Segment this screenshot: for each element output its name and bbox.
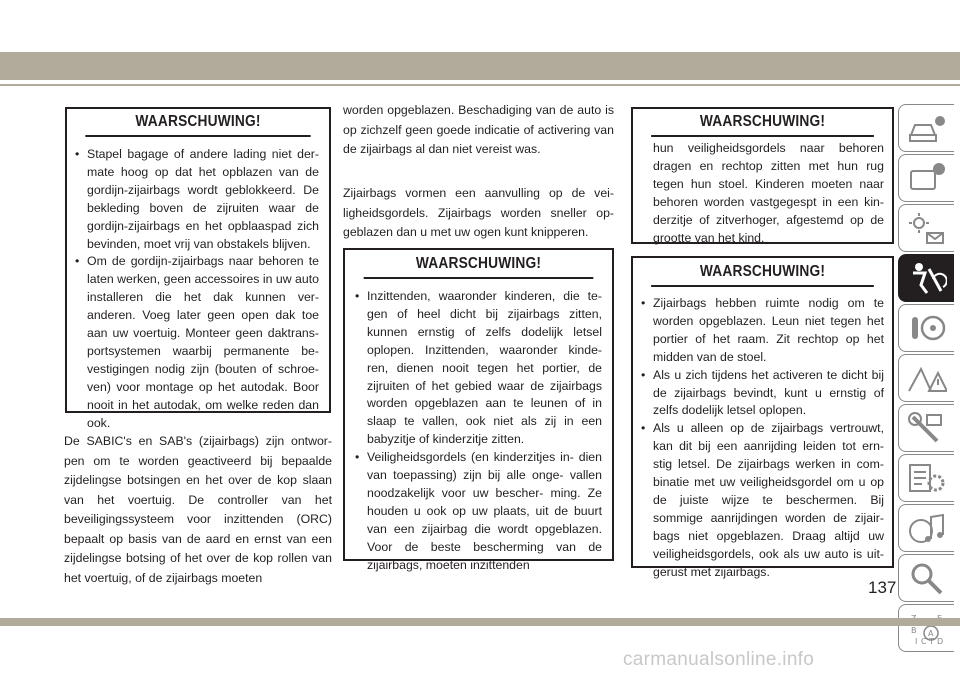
warning-box-4 [631,256,894,579]
warning-heading: WAARSCHUWING! [85,109,310,137]
warning-heading: WAARSCHUWING! [364,250,594,279]
warning-item: • Stapel bagage of andere lading niet der- mate hoog op dat het opblazen van de gordijn-zijairbags wordt geblokkeerd. De bekleding boven de zijruiten waar de gordijn-zijairbags en het opblaaspad zich bevinden, moet vrij van obstakels blijven. [75,146,319,253]
road-warning-icon [907,361,947,397]
warning-item: • Om de gordijn-zijairbags naar behoren te laten werken, geen accessoires in uw auto installeren die het dak kunnen ver- anderen. Voeg later geen open dak toe aan uw voertuig. Monteer geen daktrans- portsystemen waarbij permanente be- vestigingen nodig zijn (bouten of schroe- ven) voor montage op het autodak. Boor nooit in het autodak, om welke reden dan ook. [75,253,319,432]
warning-heading: WAARSCHUWING! [651,109,874,137]
warning-item: • Inzittenden, waaronder kinderen, die te- gen of heel dicht bij zijairbags zitten, kunnen ernstig of zelfs dodelijk letsel oplopen. Inzittenden, waaronder kinde- ren, dienen nooit tegen het portier, de zijruiten of het gebied waar de zijairbags worden opgeblazen aan te leunen of in slaap te vallen, ook niet als zij in een babyzitje of kinderzitje zitten. [355,288,602,449]
footer-band [0,618,960,626]
car-dashboard-icon [907,161,947,197]
warning-item: • Veiligheidsgordels (en kinderzitjes in- dien van toepassing) zijn bij alle onge- vallen noodzakelijk voor uw bescher- ming. Ze houden u ook op uw plaats, uit de buurt van een zijairbag die wordt opgeblazen. Voor de beste bescherming van de zijairbags, moeten inzittenden [355,449,602,574]
search-magnifier-icon [907,561,947,597]
tab-specifications[interactable] [898,454,954,502]
maintenance-wrench-icon [907,411,947,447]
body-paragraph: Zijairbags vormen een aanvulling op de vei- ligheidsgordels. Zijairbags worden sneller op- geblazen dan u met uw ogen kunt knipperen. [343,186,614,239]
body-paragraph: De SABIC's en SAB's (zijairbags) zijn ontwor- pen om te worden geactiveerd bij bepaalde zijdelingse botsingen en het over de kop slaan van het voertuig. De controller van het beveiligingssysteem voor inzittenden (ORC) bepaalt op basis van de aard en ernst van een zijdelingse botsing of het over de kop rollen van het voertuig, of de zijairbags moeten [64,434,332,585]
page-number: 137 [868,578,897,597]
multimedia-music-icon [907,511,947,547]
svg-text:T: T [929,637,934,646]
warning-heading: WAARSCHUWING! [651,258,874,287]
specifications-gear-icon [907,461,947,497]
tab-warning-lights[interactable] [898,204,954,252]
index-letters-icon [907,611,947,647]
steering-key-icon [907,311,947,347]
header-rule [0,84,960,86]
tab-road-warning[interactable] [898,354,954,402]
tab-car-info[interactable] [898,104,954,152]
svg-text:D: D [937,637,944,646]
tab-maintenance[interactable] [898,404,954,452]
svg-text:B: B [911,626,917,635]
tab-car-dashboard[interactable] [898,154,954,202]
svg-text:A: A [928,629,934,638]
warning-item: • Als u zich tijdens het activeren te dicht bij de zijairbags bevindt, kunt u ernstig of zelfs dodelijk letsel oplopen. [641,367,884,421]
tab-index[interactable] [898,604,954,652]
warning-box-1 [65,107,331,430]
svg-text:I: I [915,637,918,646]
tab-search[interactable] [898,554,954,602]
warning-list [633,287,892,582]
warning-item: • Zijairbags hebben ruimte nodig om te worden opgeblazen. Leun niet tegen het portier of het raam. Zit rechtop op het midden van de stoel. [641,295,884,367]
warning-list [345,279,612,575]
warning-continued-text: hun veiligheidsgordels naar behoren dragen en rechtop zitten met hun rug tegen hun stoel. Kinderen moeten naar behoren worden vastgegespt in een kin- derzitje of zitverhoger, afgestemd op de grootte van het kind. [653,141,884,245]
tab-steering-key[interactable] [898,304,954,352]
tab-seatbelt-airbag[interactable] [898,254,954,302]
warning-box-2 [343,248,614,572]
warning-list [67,137,329,433]
warning-lights-icon [907,211,947,247]
body-paragraph: worden opgeblazen. Beschadiging van de auto is op zichzelf geen goede indicatie of activering van de zijairbags al dan niet vereist was. [343,103,614,156]
header-band [0,52,960,80]
car-info-icon [907,111,947,147]
tab-multimedia[interactable] [898,504,954,552]
seatbelt-airbag-icon [907,261,947,297]
warning-item: • Als u alleen op de zijairbags vertrouwt, kan dit bij een aanrijding leiden tot ern- stig letsel. De zijairbags werken in com- binatie met uw veiligheidsgordel om u op de juiste wijze te beschermen. Bij sommige aanrijdingen worden de zijair- bags niet opgeblazen. Draag altijd uw veiligheidsgordels, ook als uw auto is uit- gerust met zijairbags. [641,420,884,581]
warning-box-3 [631,107,894,244]
watermark: carmanualsonline.info [623,649,815,670]
svg-text:C: C [921,637,927,646]
